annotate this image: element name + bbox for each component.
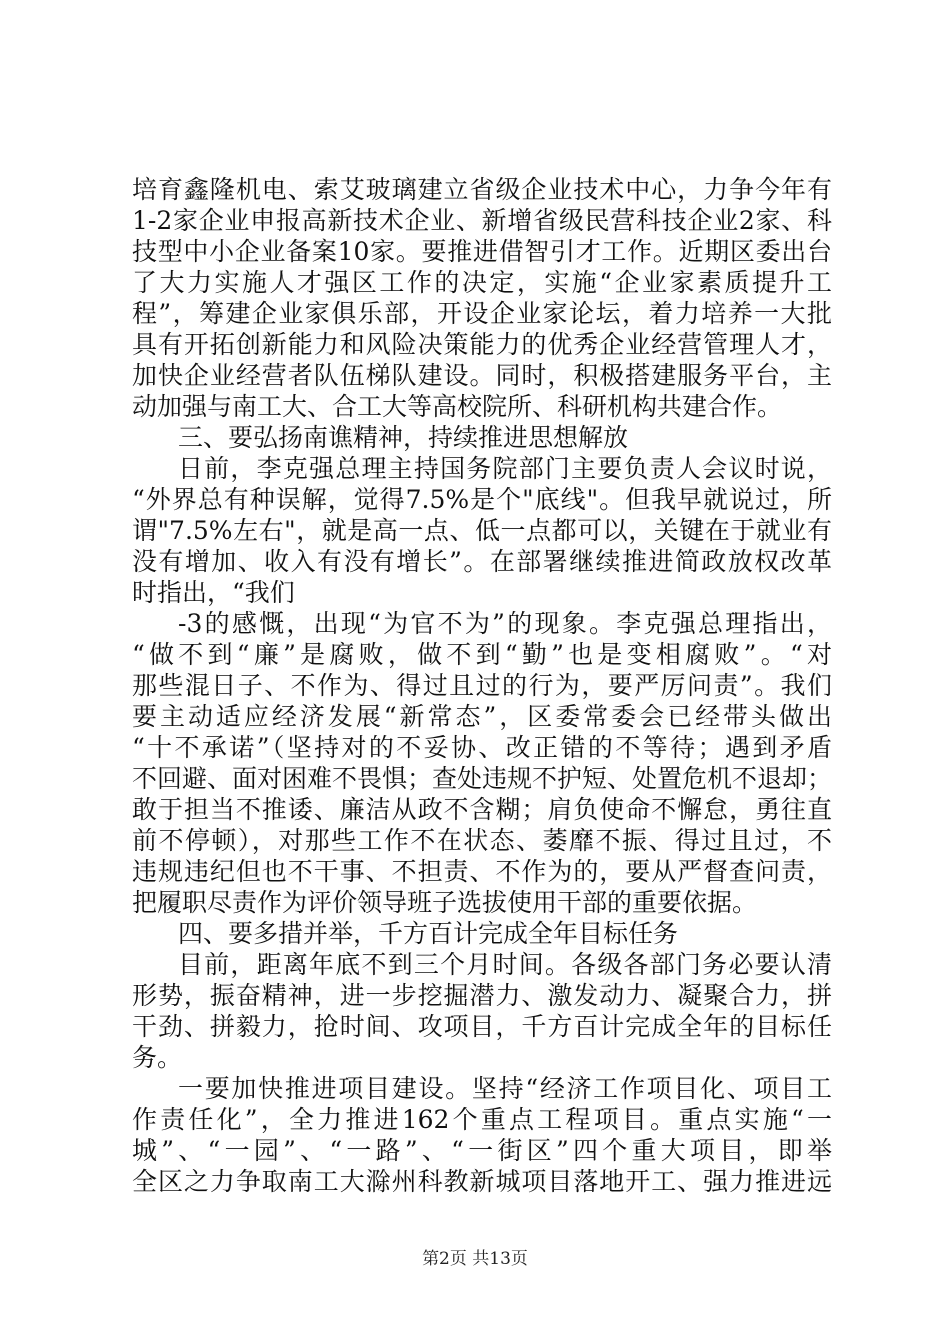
text-line: 不回避、面对困难不畏惧；查处违规不护短、处置危机不退却； [132, 764, 832, 793]
text-line: 四、要多措并举，千方百计完成全年目标任务 [178, 919, 679, 948]
text-line: 目前，距离年底不到三个月时间。各级各部门务必要认清 [178, 950, 832, 979]
text-line: 培育鑫隆机电、索艾玻璃建立省级企业技术中心，力争今年有 [132, 175, 832, 204]
text-line: 1-2家企业申报高新技术企业、新增省级民营科技企业2家、科 [132, 206, 832, 235]
text-line: 日前，李克强总理主持国务院部门主要负责人会议时说， [178, 454, 832, 483]
text-line: -3的感慨，出现“为官不为”的现象。李克强总理指出， [178, 609, 832, 638]
text-line: 时指出，“我们 [132, 578, 295, 607]
text-line: 要主动适应经济发展“新常态”，区委常委会已经带头做出 [132, 702, 832, 731]
text-line: 程”，筹建企业家俱乐部，开设企业家论坛，着力培养一大批 [132, 299, 832, 328]
text-line: “十不承诺”（坚持对的不妥协、改正错的不等待；遇到矛盾 [132, 733, 832, 762]
text-line: 加快企业经营者队伍梯队建设。同时，积极搭建服务平台，主 [132, 361, 832, 390]
document-body [132, 174, 832, 1197]
text-line: 动加强与南工大、合工大等高校院所、科研机构共建合作。 [132, 392, 783, 421]
text-line: 了大力实施人才强区工作的决定，实施“企业家素质提升工 [132, 268, 832, 297]
text-line: 作责任化”，全力推进162个重点工程项目。重点实施“一 [132, 1105, 832, 1134]
text-line: 敢于担当不推诿、廉洁从政不含糊；肩负使命不懈怠，勇往直 [132, 795, 832, 824]
text-line: 一要加快推进项目建设。坚持“经济工作项目化、项目工 [178, 1074, 832, 1103]
text-line: 没有增加、收入有没有增长”。在部署继续推进简政放权改革 [132, 547, 832, 576]
text-line: “做不到“廉”是腐败，做不到“勤”也是变相腐败”。“对 [132, 640, 832, 669]
text-line: 技型中小企业备案10家。要推进借智引才工作。近期区委出台 [132, 237, 832, 266]
text-line: 干劲、拼毅力，抢时间、攻项目，千方百计完成全年的目标任 [132, 1012, 832, 1041]
text-line: 那些混日子、不作为、得过且过的行为，要严厉问责”。我们 [132, 671, 832, 700]
page-footer: 第2页 共13页 [422, 1249, 528, 1269]
text-line: 城”、“一园”、“一路”、“一街区”四个重大项目，即举 [132, 1136, 832, 1165]
text-line: 形势，振奋精神，进一步挖掘潜力、激发动力、凝聚合力，拼 [132, 981, 832, 1010]
text-line: 全区之力争取南工大滁州科教新城项目落地开工、强力推进远 [132, 1167, 832, 1196]
text-line: 三、要弘扬南谯精神，持续推进思想解放 [178, 423, 629, 452]
text-line: 具有开拓创新能力和风险决策能力的优秀企业经营管理人才， [132, 330, 832, 359]
text-line: 谓"7.5%左右"，就是高一点、低一点都可以，关键在于就业有 [132, 516, 832, 545]
text-line: 把履职尽责作为评价领导班子选拔使用干部的重要依据。 [132, 888, 758, 917]
text-line: “外界总有种误解，觉得7.5%是个"底线"。但我早就说过，所 [132, 485, 832, 514]
text-line: 违规违纪但也不干事、不担责、不作为的，要从严督查问责， [132, 857, 832, 886]
text-line: 务。 [132, 1043, 183, 1072]
text-line: 前不停顿），对那些工作不在状态、萎靡不振、得过且过，不 [132, 826, 832, 855]
